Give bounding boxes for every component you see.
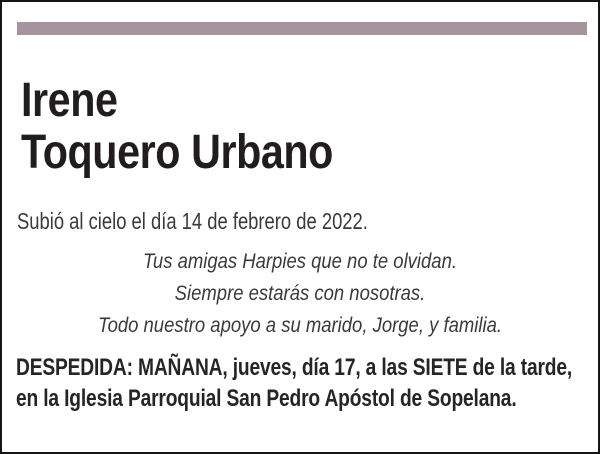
tribute-line: Siempre estarás con nosotras. (174, 282, 426, 305)
death-announcement: Subió al cielo el día 14 de febrero de 2022. (17, 208, 368, 234)
funeral-details (16, 352, 600, 414)
deceased-name-line2: Toquero Urbano (21, 126, 333, 179)
funeral-details-line2: en la Iglesia Parroquial San Pedro Apóstol de Sopelana. (16, 385, 517, 412)
funeral-details-line1: DESPEDIDA: MAÑANA, jueves, día 17, a las SIETE de la tarde, (16, 354, 573, 381)
deceased-name-line1: Irene (21, 74, 118, 127)
accent-bar (17, 22, 587, 35)
tribute-line: Tus amigas Harpies que no te olvidan. (143, 250, 457, 273)
tribute-line: Todo nuestro apoyo a su marido, Jorge, y familia. (97, 314, 503, 337)
tribute-messages (2, 246, 598, 342)
deceased-name (21, 75, 333, 179)
